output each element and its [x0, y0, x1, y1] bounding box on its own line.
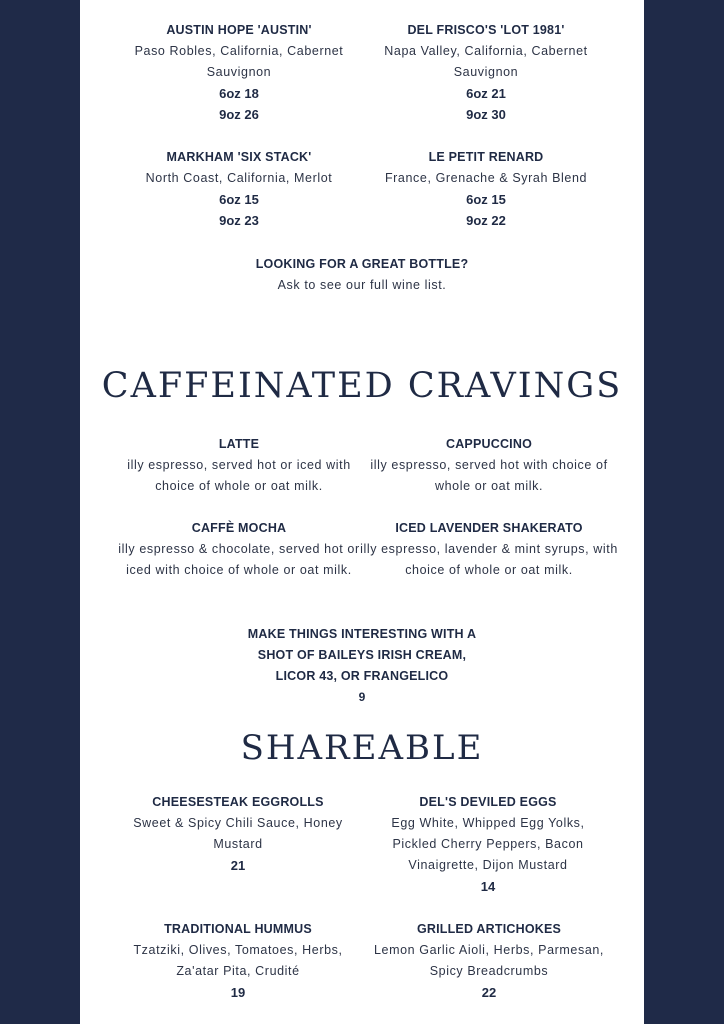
item-description: illy espresso, served hot or iced with choice of whole or oat milk. — [127, 458, 351, 493]
coffee-item — [360, 518, 618, 581]
item-price: 19 — [230, 985, 246, 1000]
addon-line: MAKE THINGS INTERESTING WITH A — [247, 627, 477, 641]
item-price: 9oz 30 — [466, 107, 506, 122]
item-name: MARKHAM 'SIX STACK' — [166, 150, 312, 164]
item-name: LATTE — [218, 437, 260, 451]
shareable-item — [370, 792, 606, 897]
item-price: 9oz 22 — [466, 213, 506, 228]
item-description: Lemon Garlic Aioli, Herbs, Parmesan, Spicy Breadcrumbs — [373, 943, 605, 978]
item-description: illy espresso, served hot with choice of whole or oat milk. — [370, 458, 608, 493]
item-price: 9oz 26 — [219, 107, 259, 122]
item-price: 9oz 23 — [219, 213, 259, 228]
item-description: North Coast, California, Merlot — [145, 171, 333, 185]
addon-price: 9 — [358, 690, 366, 704]
item-name: CAPPUCCINO — [445, 437, 533, 451]
item-description: illy espresso & chocolate, served hot or iced with choice of whole or oat milk. — [118, 542, 360, 577]
item-name: LE PETIT RENARD — [428, 150, 544, 164]
section-title-shareable: SHAREABLE — [240, 728, 484, 768]
item-price: 6oz 21 — [466, 86, 506, 101]
coffee-item — [110, 434, 368, 497]
item-description: Paso Robles, California, Cabernet Sauvignon — [134, 44, 344, 79]
wine-item — [361, 20, 611, 125]
item-price: 21 — [230, 858, 246, 873]
item-name: CHEESESTEAK EGGROLLS — [152, 795, 324, 809]
item-description: Egg White, Whipped Egg Yolks, Pickled Cherry Peppers, Bacon Vinaigrette, Dijon Mustard — [391, 816, 585, 872]
item-price: 6oz 15 — [219, 192, 259, 207]
item-name: DEL FRISCO'S 'LOT 1981' — [407, 23, 565, 37]
shareable-item — [120, 792, 356, 876]
addon-line: LICOR 43, OR FRANGELICO — [275, 669, 449, 683]
item-price: 22 — [481, 985, 497, 1000]
wine-item — [361, 147, 611, 231]
item-name: AUSTIN HOPE 'AUSTIN' — [166, 23, 312, 37]
item-name: GRILLED ARTICHOKES — [416, 922, 562, 936]
item-description: Tzatziki, Olives, Tomatoes, Herbs, Za'atar Pita, Crudité — [133, 943, 343, 978]
item-description: illy espresso, lavender & mint syrups, with choice of whole or oat milk. — [360, 542, 618, 577]
note-heading: LOOKING FOR A GREAT BOTTLE? — [255, 257, 469, 271]
addon-line: SHOT OF BAILEYS IRISH CREAM, — [257, 648, 467, 662]
note-text: Ask to see our full wine list. — [277, 278, 447, 292]
item-name: TRADITIONAL HUMMUS — [164, 922, 312, 936]
wine-item — [114, 147, 364, 231]
menu-page — [80, 0, 644, 1024]
shareable-item — [360, 919, 618, 1003]
coffee-item — [360, 434, 618, 497]
section-title-caffeinated: CAFFEINATED CRAVINGS — [101, 366, 623, 406]
shareable-item — [114, 919, 362, 1003]
item-name: ICED LAVENDER SHAKERATO — [395, 521, 583, 535]
item-price: 6oz 15 — [466, 192, 506, 207]
item-description: Napa Valley, California, Cabernet Sauvignon — [384, 44, 588, 79]
wine-item — [114, 20, 364, 125]
item-price: 14 — [480, 879, 496, 894]
coffee-item — [110, 518, 368, 581]
item-description: France, Grenache & Syrah Blend — [384, 171, 588, 185]
item-description: Sweet & Spicy Chili Sauce, Honey Mustard — [133, 816, 343, 851]
item-name: CAFFÈ MOCHA — [191, 521, 287, 535]
item-price: 6oz 18 — [219, 86, 259, 101]
wine-list-note — [80, 254, 644, 296]
liqueur-addon — [80, 624, 644, 708]
item-name: DEL'S DEVILED EGGS — [419, 795, 557, 809]
